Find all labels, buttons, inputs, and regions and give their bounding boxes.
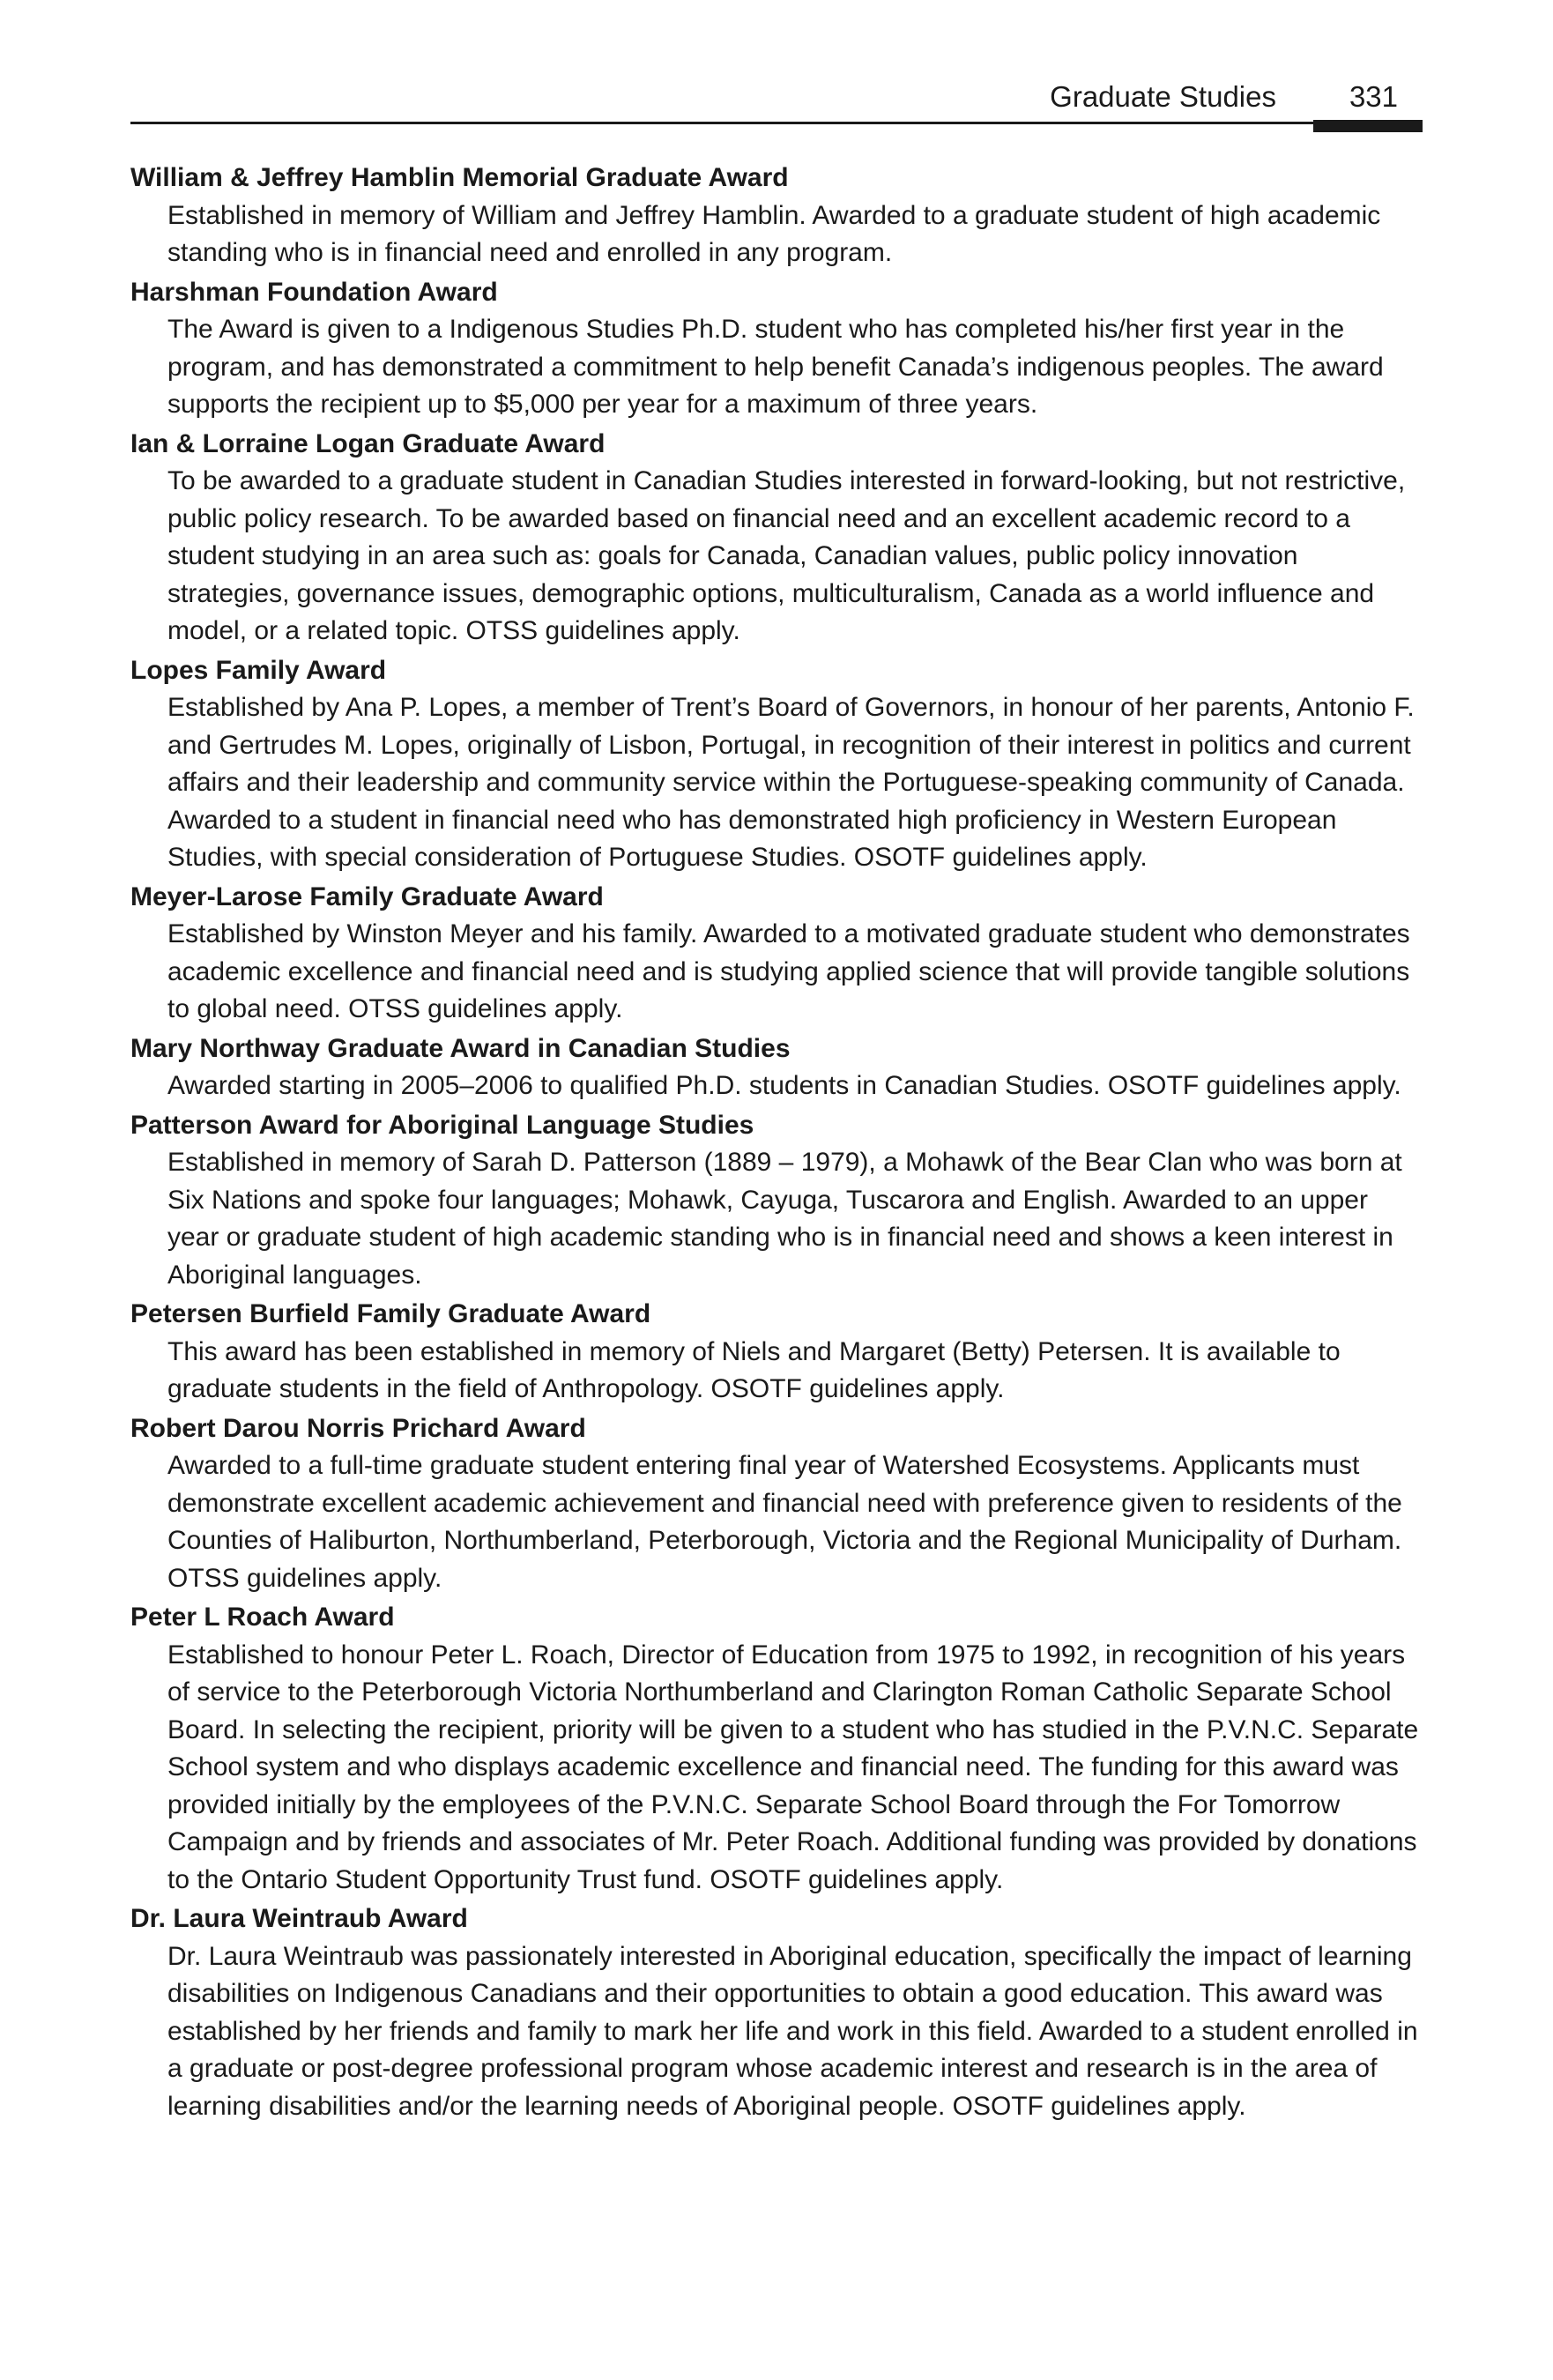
award-title: Meyer-Larose Family Graduate Award	[130, 881, 604, 911]
page-number: 331	[1349, 80, 1398, 113]
award-title: Lopes Family Award	[130, 655, 387, 685]
award-entry	[130, 1296, 1423, 1409]
award-description: Established in memory of Sarah D. Patterson (1889 – 1979), a Mohawk of the Bear Clan who was born at Six Nations and spoke four languages; Mohawk, Cayuga, Tuscarora and English. Awarded to an upper year or graduate student of high academic standing who is in financial need and shows a keen interest in Aboriginal languages.	[167, 1148, 1402, 1290]
award-entry	[130, 879, 1423, 1029]
header-rule	[130, 122, 1423, 124]
award-description: This award has been established in memory of Niels and Margaret (Betty) Petersen. It is available to graduate students in the field of Anthropology. OSOTF guidelines apply.	[167, 1336, 1341, 1403]
award-title: Robert Darou Norris Prichard Award	[130, 1413, 586, 1443]
award-title: Peter L Roach Award	[130, 1603, 395, 1632]
award-entry	[130, 1900, 1423, 2125]
award-description: Established in memory of William and Jeffrey Hamblin. Awarded to a graduate student of high academic standing who is in financial need and enrolled in any program.	[167, 200, 1381, 267]
award-description: Dr. Laura Weintraub was passionately interested in Aboriginal education, specifically the impact of learning disabilities on Indigenous Canadians and their opportunities to obtain a good education. This award was established by her friends and family to mark her life and work in this field. Awarded to a student enrolled in a graduate or post-degree professional program whose academic interest and research is in the area of learning disabilities and/or the learning needs of Aboriginal people. OSOTF guidelines apply.	[167, 1941, 1418, 2121]
award-description: The Award is given to a Indigenous Studies Ph.D. student who has completed his/her first year in the program, and has demonstrated a commitment to help benefit Canada’s indigenous peoples. The award supports the recipient up to $5,000 per year for a maximum of three years.	[167, 315, 1384, 419]
award-description: Awarded starting in 2005–2006 to qualified Ph.D. students in Canadian Studies. OSOTF guidelines apply.	[167, 1071, 1401, 1100]
award-description: Awarded to a full-time graduate student entering final year of Watershed Ecosystems. Applicants must demonstrate excellent academic achievement and financial need with preference given to residents of the Counties of Haliburton, Northumberland, Peterborough, Victoria and the Regional Municipality of Durham. OTSS guidelines apply.	[167, 1451, 1402, 1593]
award-description: Established by Winston Meyer and his family. Awarded to a motivated graduate student who demonstrates academic excellence and financial need and is studying applied science that will provide tangible solutions to global need. OTSS guidelines apply.	[167, 919, 1410, 1023]
award-entry	[130, 1107, 1423, 1295]
award-title: Ian & Lorraine Logan Graduate Award	[130, 428, 606, 458]
award-title: Mary Northway Graduate Award in Canadian Studies	[130, 1033, 791, 1063]
award-title: William & Jeffrey Hamblin Memorial Graduate Award	[130, 163, 789, 192]
award-description: To be awarded to a graduate student in Canadian Studies interested in forward-looking, but not restrictive, public policy research. To be awarded based on financial need and an excellent academic record to a student studying in an area such as: goals for Canada, Canadian values, public policy innovation strategies, governance issues, demographic options, multiculturalism, Canada as a world influence and model, or a related topic. OTSS guidelines apply.	[167, 466, 1406, 645]
awards-list	[130, 160, 1423, 2127]
award-entry	[130, 1030, 1423, 1105]
award-title: Petersen Burfield Family Graduate Award	[130, 1299, 651, 1328]
award-title: Harshman Foundation Award	[130, 277, 498, 307]
award-title: Patterson Award for Aboriginal Language Studies	[130, 1110, 754, 1140]
running-head-section: Graduate Studies	[1050, 80, 1276, 113]
award-entry	[130, 274, 1423, 424]
award-entry	[130, 1599, 1423, 1899]
award-entry	[130, 1410, 1423, 1598]
award-entry	[130, 160, 1423, 272]
award-description: Established by Ana P. Lopes, a member of Trent’s Board of Governors, in honour of her parents, Antonio F. and Gertrudes M. Lopes, originally of Lisbon, Portugal, in recognition of their interest in politics and current affairs and their leadership and community service within the Portuguese-speaking community of Canada. Awarded to a student in financial need who has demonstrated high proficiency in Western European Studies, with special consideration of Portuguese Studies. OSOTF guidelines apply.	[167, 693, 1415, 872]
header-tab-block	[1313, 120, 1423, 132]
award-description: Established to honour Peter L. Roach, Director of Education from 1975 to 1992, in recognition of his years of service to the Peterborough Victoria Northumberland and Clarington Roman Catholic Separate School Board. In selecting the recipient, priority will be given to a student who has studied in the P.V.N.C. Separate School system and who displays academic excellence and financial need. The funding for this award was provided initially by the employees of the P.V.N.C. Separate School Board through the For Tomorrow Campaign and by friends and associates of Mr. Peter Roach. Additional funding was provided by donations to the Ontario Student Opportunity Trust fund. OSOTF guidelines apply.	[167, 1640, 1419, 1894]
award-title: Dr. Laura Weintraub Award	[130, 1904, 468, 1933]
page-header	[130, 78, 1423, 130]
award-entry	[130, 652, 1423, 877]
award-entry	[130, 426, 1423, 651]
